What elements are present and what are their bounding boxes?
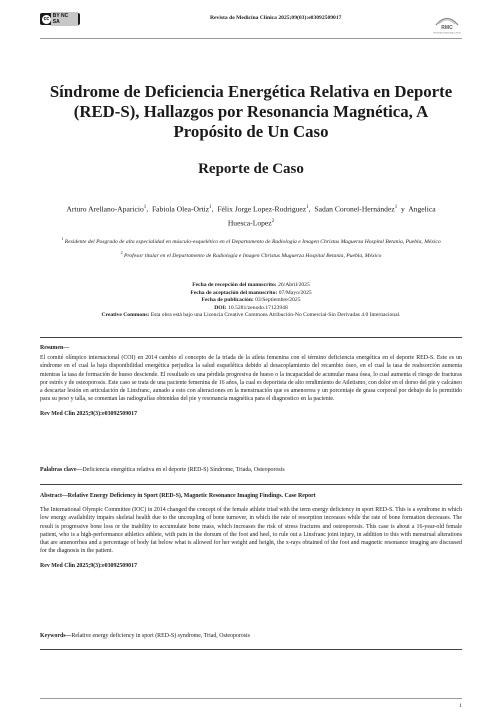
date-value: 07/Mayo/2025	[278, 289, 312, 296]
section-divider	[40, 484, 462, 485]
cc-circle: cc	[43, 16, 50, 22]
resumen-heading: Resumen—	[40, 345, 70, 351]
cc-license-link[interactable]: Esta obra está bajo una Licencia Creative Commons Atribución-No Comercial-Sin Derivadas 4.0 Internacional.	[150, 312, 401, 318]
doi-label: DOI:	[214, 304, 227, 311]
author-name: Fabiola Olea-Ortiz	[151, 204, 210, 214]
date-published	[40, 297, 462, 305]
affiliation	[48, 235, 454, 246]
doi	[40, 305, 462, 313]
page-number: 1	[459, 703, 462, 709]
palabras-clave	[40, 466, 462, 474]
logo-subtext: REVISTA DE MEDICINA CLÍNICA	[433, 32, 461, 35]
article-type: Reporte de Caso	[198, 161, 304, 177]
section-divider	[40, 649, 462, 650]
date-label: Fecha de recepción del manuscrito:	[192, 282, 277, 288]
author-name: Angelica Huesca-Lopez	[227, 204, 436, 228]
palabras-clave-text: Deficiencia energética relativa en el deporte (RED-S) Síndrome, Triada, Osteoporosis	[82, 467, 285, 473]
abstract-citation: Rev Med Clin 2025;9(3):e03092509017	[40, 563, 138, 570]
affiliation-text: Residente del Posgrado de alta especialidad en músculo-esquelético en el Departamento de Radiología e Imagen Christus Muguerza Hospital Betania, Puebla, México	[64, 238, 441, 245]
affiliation-sup: 1	[61, 236, 64, 241]
abstract-heading: Abstract—Relative Energy Deficiency in Sport (RED-S), Magnetic Resonance Imaging Findings. Case Report	[40, 493, 316, 499]
author-affil-sup: 1	[394, 205, 398, 210]
author-name: Félix Jorge Lopez-Rodriguez	[217, 204, 307, 214]
cc-tag: BY NC SA	[51, 12, 78, 26]
affiliation-sup: 2	[120, 250, 123, 256]
keywords-text: Relative energy deficiency in sport (RED-S) syndrome, Triad, Osteoporosis	[71, 633, 250, 639]
creative-commons-badge-icon[interactable]	[40, 13, 80, 25]
author-affil-sup: 1	[209, 205, 212, 210]
author-name: Sadan Coronel-Hernández	[314, 204, 395, 214]
header-divider	[40, 38, 462, 39]
abstract-section	[40, 492, 462, 571]
date-received	[40, 282, 462, 290]
date-label: Fecha de publicación:	[201, 297, 254, 303]
keywords	[40, 632, 462, 640]
doi-link[interactable]: 10.5281/zenodo.17123948	[228, 304, 288, 311]
palabras-clave-label: Palabras clave—	[40, 467, 83, 473]
author-affil-sup: 2	[271, 218, 275, 224]
affiliations	[48, 235, 454, 261]
author-conjunction: y	[401, 204, 405, 214]
date-accepted	[40, 290, 462, 298]
author-affil-sup: 1	[306, 205, 309, 210]
affiliation-text: Profesor titular en el Departamento de Radiología e Imagen Christus Muguerza Hospital Betania, Puebla, México	[124, 253, 382, 260]
journal-line: Revista de Medicina Clínica 2025;09(03):e03092509017	[210, 15, 342, 21]
keywords-label: Keywords—	[40, 633, 72, 639]
date-value: 26/Abril/2025	[278, 282, 310, 288]
footer-divider	[40, 698, 462, 699]
resumen-text: El comité olímpico internacional (COI) en 2014 cambio el concepto de la triada de la atleta femenina con el término deficiencia energética en el deporte RED-S. Este es un síndrome en el cual la baja disponibilidad energética perjudica la salud esquelética debido al desacoplamiento del recambio óseo, en el cual la tasa de reabsorción aumenta mientras la tasa de formación de hueso desciende. El resultado es una pérdida progresiva de hueso o la incapacidad de acumular masa ósea, lo cual aumenta el riesgo de fracturas por estrés y de osteoporosis. Este caso se trata de una paciente femenina de 16 años, la cual es deportista de alto rendimiento de Atletismo, con dolor en el dorso del pie y calcáneo a descartar lesión en articulación de Linsfranc, aunado a esto con alteraciones en la menstruación que es amenorrea y un porcentaje de grasa corporal por debajo de lo permitido para su peso y talla, se comentan las radiografías obtenidas del pie y resonancia magnética para el diagnostico en la paciente.	[40, 355, 462, 403]
author-affil-sup: 1	[143, 205, 147, 210]
author-list: Arturo Arellano-Aparicio$^1$, Fabiola Olea-Ortiz$^1$, Félix Jorge Lopez-Rodriguez$^1$, Sadan Coronel-Hernández$^1$ y Angelica Huesca-Lopez$^2$	[66, 204, 436, 228]
abstract-text: The International Olympic Committee (IOC) in 2014 changed the concept of the female athlete triad with the term energy deficiency in sport RED-S. This is a syndrome in which low energy availability impairs skeletal health due to the uncoupling of bone turnover, in which the rate of resorption increases while the rate of bone formation decreases. The result is progressive bone loss or the inability to accumulate bone mass, which increases the risk of stress fractures and osteoporosis. This case is about a 16-year-old female patient, who is a high-performance athletics athlete, with pain in the dorsum of the foot and heel, to rule out a Linsfranc joint injury, in addition to this with menstrual alterations that are amenorrhea and a percentage of body fat below what is allowed for her weight and height, the x-rays obtained of the foot and magnetic resonance imaging are discussed for the diagnosis in the patient.	[40, 507, 462, 555]
date-label: Fecha de aceptación del manuscrito:	[190, 289, 278, 296]
page-header	[40, 10, 462, 40]
journal-logo-icon	[432, 10, 462, 36]
cc-label: Creative Commons:	[101, 312, 150, 318]
author-name: Arturo Arellano-Aparicio	[66, 204, 144, 214]
logo-text: RMC	[441, 25, 453, 31]
date-value: 03/Septiembre/2025	[255, 297, 301, 303]
creative-commons-line	[40, 312, 462, 320]
article-title: Síndrome de Deficiencia Energética Relativa en Deporte (RED-S), Hallazgos por Resonancia Magnética, A Propósito de Un Caso	[49, 82, 453, 141]
section-divider	[40, 337, 462, 338]
resumen-citation: Rev Med Clin 2025;9(3):e03092509017	[40, 411, 138, 418]
article-dates	[40, 282, 462, 320]
resumen-section	[40, 344, 462, 419]
affiliation	[48, 249, 454, 260]
